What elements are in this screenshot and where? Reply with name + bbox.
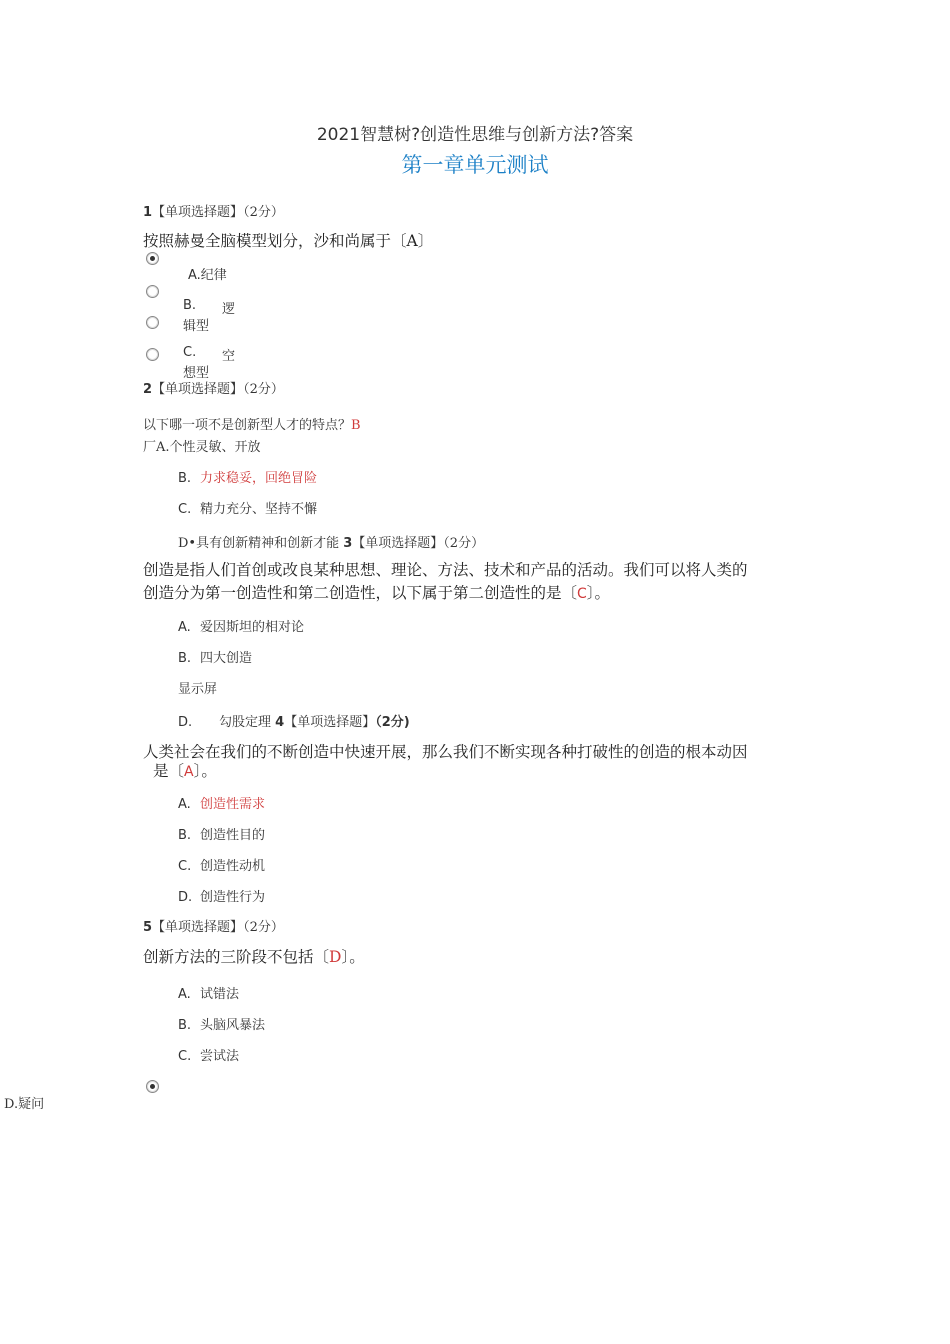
question-5-number: 5: [143, 920, 153, 935]
q2-option-b-text: 力求稳妥，回绝冒险: [200, 471, 318, 486]
question-1-type: 【单项选择题】: [152, 205, 244, 220]
question-4-type: 【单项选择题】: [284, 715, 376, 730]
q1-radio-c[interactable]: [146, 316, 159, 329]
question-4-score: （2分): [375, 715, 410, 730]
question-2-answer: B: [351, 418, 361, 433]
q5-option-a-label: A.: [178, 987, 191, 1002]
question-1-text: 按照赫曼全脑模型划分，沙和尚属于〔A〕: [143, 232, 434, 250]
question-3-number: 3: [343, 536, 353, 551]
question-3-score: （2分）: [443, 536, 485, 551]
question-1-number: 1: [143, 205, 153, 220]
question-3-text-line1: 创造是指人们首创或改良某种思想、理论、方法、技术和产品的活动。我们可以将人类的: [143, 561, 748, 579]
q2-option-a[interactable]: 厂A.个性灵敏、开放: [143, 440, 261, 455]
question-4-text-line2: [153, 759, 217, 781]
q4-option-a-label: A.: [178, 797, 191, 812]
q4-option-d-label: D.: [178, 890, 193, 905]
question-1-header: [143, 201, 284, 220]
q1-option-c-text-cont: 想型: [183, 366, 210, 381]
q1-radio-a[interactable]: [146, 252, 159, 265]
question-2-score: （2分）: [243, 382, 284, 397]
question-4-text-b: 〕。: [193, 762, 217, 780]
q1-option-b-label: B.: [183, 298, 197, 313]
q4-option-d-text: 创造性行为: [200, 890, 266, 905]
q2-option-b[interactable]: [178, 467, 317, 486]
q5-option-a-text: 试错法: [200, 987, 240, 1002]
q2-option-c-text: 精力充分、坚持不懈: [200, 502, 318, 517]
document-title: 2021智慧树?创造性思维与创新方法?答案: [316, 125, 634, 145]
q2-option-d[interactable]: D•具有创新精神和创新才能: [178, 536, 340, 551]
question-2-type: 【单项选择题】: [152, 382, 244, 397]
q5-option-c[interactable]: [178, 1045, 239, 1064]
question-4-text-line1: 人类社会在我们的不断创造中快速开展，那么我们不断实现各种打破性的创造的根本动因: [143, 743, 748, 761]
q2-option-c-label: C.: [178, 502, 192, 517]
q3-option-d[interactable]: 勾股定理: [219, 715, 272, 730]
q5-option-b-label: B.: [178, 1018, 192, 1033]
q4-option-c[interactable]: [178, 855, 265, 874]
question-5-text-b: 〕。: [341, 948, 365, 966]
question-3-answer: C: [577, 586, 587, 602]
q2-option-b-label: B.: [178, 471, 192, 486]
question-4-text-a: 是〔: [153, 762, 185, 780]
question-4-answer: A: [184, 764, 194, 780]
q3-option-a[interactable]: [178, 616, 304, 635]
q3-option-a-text: 爱因斯坦的相对论: [200, 620, 305, 635]
q5-option-b[interactable]: [178, 1014, 265, 1033]
question-3-text-line2: [143, 581, 610, 603]
question-1-score: （2分）: [243, 205, 284, 220]
q2-option-c[interactable]: [178, 498, 317, 517]
question-5-header: [143, 916, 284, 935]
q3-option-c[interactable]: 显示屏: [178, 682, 218, 697]
question-2-prompt: 以下哪一项不是创新型人才的特点？: [143, 418, 352, 433]
question-5-text-a: 创新方法的三阶段不包括〔: [143, 948, 330, 966]
question-4-number: 4: [275, 715, 285, 730]
q5-option-c-text: 尝试法: [200, 1049, 240, 1064]
q3-option-a-label: A.: [178, 620, 191, 635]
q3-option-d-label: D.: [178, 715, 193, 730]
q1-option-a[interactable]: A.纪律: [188, 268, 227, 283]
question-3-text-a: 创造分为第一创造性和第二创造性，以下属于第二创造性的是〔: [143, 584, 578, 602]
q1-option-c-label: C.: [183, 345, 197, 360]
question-2-number: 2: [143, 382, 153, 397]
q5-radio-d[interactable]: [146, 1080, 159, 1093]
q4-option-a-text: 创造性需求: [200, 797, 266, 812]
question-5-type: 【单项选择题】: [152, 920, 244, 935]
q5-option-b-text: 头脑风暴法: [200, 1018, 266, 1033]
q4-option-b[interactable]: [178, 824, 265, 843]
q4-option-c-label: C.: [178, 859, 192, 874]
q5-option-d[interactable]: D.疑问: [4, 1097, 45, 1112]
question-2-header: [143, 378, 284, 397]
q1-option-b-text-cont: 辑型: [183, 319, 210, 334]
q3-option-b-text: 四大创造: [200, 651, 253, 666]
q1-radio-b[interactable]: [146, 285, 159, 298]
q1-radio-d[interactable]: [146, 348, 159, 361]
q3-option-d-line: [178, 711, 410, 730]
q1-option-b-text[interactable]: 逻: [222, 302, 236, 317]
q5-option-a[interactable]: [178, 983, 239, 1002]
q4-option-c-text: 创造性动机: [200, 859, 266, 874]
q5-option-c-label: C.: [178, 1049, 192, 1064]
question-2-text: [143, 414, 361, 433]
q3-option-b[interactable]: [178, 647, 252, 666]
q4-option-d[interactable]: [178, 886, 265, 905]
q2-option-d-line: [178, 532, 484, 551]
q1-option-c-text[interactable]: 空: [222, 349, 236, 364]
question-3-type: 【单项选择题】: [352, 536, 444, 551]
question-5-text: [143, 945, 365, 967]
q4-option-b-label: B.: [178, 828, 192, 843]
question-3-text-b: 〕。: [586, 584, 611, 602]
q4-option-a[interactable]: [178, 793, 265, 812]
question-5-score: （2分）: [243, 920, 284, 935]
question-5-answer: D: [329, 948, 342, 966]
chapter-heading: 第一章单元测试: [401, 153, 549, 177]
q4-option-b-text: 创造性目的: [200, 828, 266, 843]
q3-option-b-label: B.: [178, 651, 192, 666]
